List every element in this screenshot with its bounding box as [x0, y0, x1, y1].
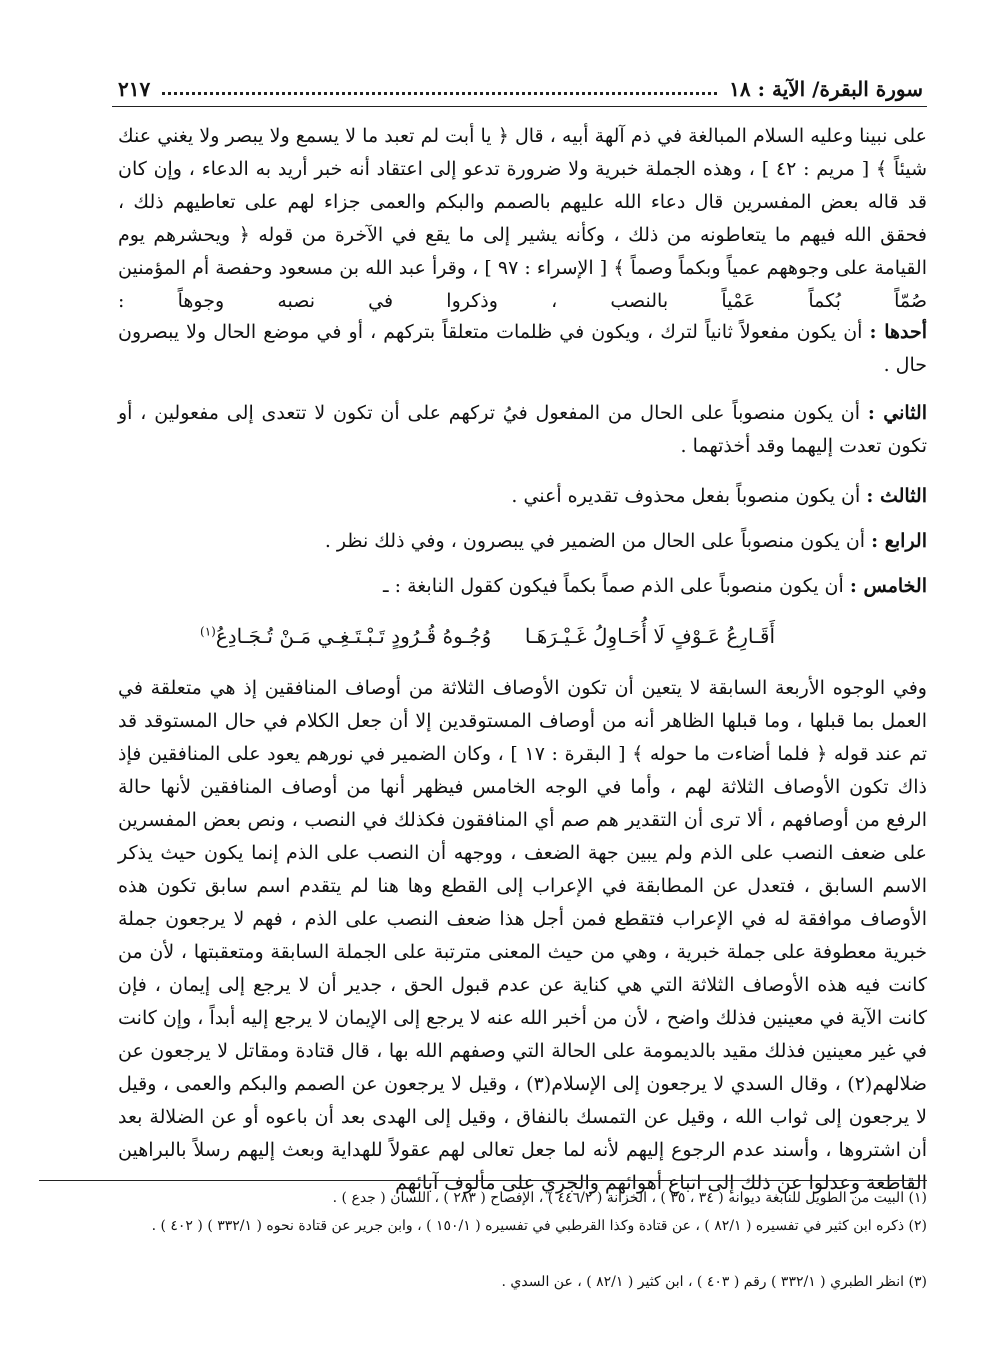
paragraph-second-aspect — [118, 397, 927, 463]
running-header — [118, 74, 923, 104]
paragraph-first-aspect — [118, 316, 927, 382]
verse-second-text: وُجُـوهُ قُـرُودٍ تَـبْـتَـغِـي مَـنْ تُـجَـادِعُ — [215, 624, 492, 648]
footnote-2: (٢) ذكره ابن كثير في تفسيره ( ٨٢/١ ) ، عن قتادة وكذا القرطبي في تفسيره ( ١٥٠/١ ) ، وابن جرير عن قتادة نحوه ( ٣٣٢/١ ) ( ٤٠٢ ) . — [151, 1218, 927, 1234]
fourth-aspect-label: الرابع : — [871, 530, 927, 552]
footnote-1: (١) البيت من الطويل للنابغة ديوانه ( ٣٤ ، ٣٥ ) ، الخزانة ( ٤٤٦/٢ ) ، الإفصاح ( ٢٨٣ ) ، اللسان ( جدع ) . — [332, 1190, 927, 1206]
second-aspect-text: أن يكون منصوباً على الحال من المفعول فيُ تركهم على أن تكون لا تتعدى إلى مفعولين ، أو تكون تعدت إليهما وقد أخذتهما . — [118, 402, 927, 457]
fourth-aspect-text: أن يكون منصوباً على الحال من الضمير في يبصرون ، وفي ذلك نظر . — [324, 530, 866, 552]
paragraph-third-aspect — [118, 480, 927, 513]
paragraph-fourth-aspect — [118, 525, 927, 558]
header-title: سورة البقرة/ الآية : ١٨ — [729, 77, 923, 101]
paragraph-intro: على نبينا وعليه السلام المبالغة في ذم آلهة أبيه ، قال ﴿ يا أبت لم تعبد ما لا يسمع ولا يبصر ولا يغني عنك شيئاً ﴾ [ مريم : ٤٢ ] ، وهذه الجملة خبرية ولا ضرورة تدعو إلى اعتقاد أنه خبر أريد به الدعاء ، وإن كان قد قاله بعض المفسرين قال دعاء الله عليهم بالصمم والبكم والعمى جزاء لهم على تعاطيهم ذلك ، فحقق الله فيهم ما يتعاطونه من ذلك ، وكأنه يشير إلى ما يقع في الآخرة من قوله ﴿ ويحشرهم يوم القيامة على وجوههم عمياً وبكماً وصماً ﴾ [ الإسراء : ٩٧ ] ، وقرأ عبد الله بن مسعود وحفصة أم المؤمنين صُمّاً بُكماً عَمْياً بالنصب ، وذكروا في نصبه وجوهاً : — [118, 125, 927, 312]
first-aspect-text: أن يكون مفعولاً ثانياً لترك ، ويكون في ظلمات متعلقاً بتركهم ، أو في موضع الحال ولا يبصرون حال . — [118, 321, 927, 376]
verse-footnote-ref: (١) — [200, 624, 216, 639]
page-number: ٢١٧ — [118, 77, 151, 101]
header-dot-leader — [162, 92, 717, 95]
fifth-aspect-text: أن يكون منصوباً على الذم صماً بكماً فيكون كقول النابغة : ـ — [383, 575, 844, 597]
paragraph-fifth-aspect — [118, 570, 927, 603]
paragraph-main-discussion: وفي الوجوه الأربعة السابقة لا يتعين أن تكون الأوصاف الثلاثة من أوصاف المنافقين إذ هي متعلقة في العمل بما قبلها ، وما قبلها الظاهر أنه من أوصاف المستوقدين إلا أن جعل الكلام في حال المستوقد قد تم عند قوله ﴿ فلما أضاءت ما حوله ﴾ [ البقرة : ١٧ ] ، وكان الضمير في نورهم يعود على المنافقين فإذ ذاك تكون الأوصاف الثلاثة لهم ، وأما في الوجه الخامس فيظهر أنها من أوصاف المنافقين لأنها حالة الرفع من أوصافهم ، ألا ترى أن التقدير هم صم أي المنافقون فكذلك في النصب ، ونص بعض المفسرين على ضعف النصب على الذم ولم يبين جهة الضعف ، ووجهه أن النصب على الذم إنما يكون حيث يذكر الاسم السابق ، فتعدل عن المطابقة في الإعراب إلى القطع وها هنا لم يتقدم اسم سابق تكون هذه الأوصاف موافقة له في الإعراب فتقطع فمن أجل هذا ضعف النصب على الذم ، فهم لا يرجعون جملة خبرية معطوفة على جملة خبرية ، وهي من حيث المعنى مترتبة على الجملة السابقة ومتعقبتها ، لأن من كانت فيه هذه الأوصاف الثلاثة التي هي كناية عن عدم قبول الحق ، جدير أن لا يرجع إلى إيمان ، فإن كانت الآية في معينين فذلك واضح ، لأن من أخبر الله عنه لا يرجع إلى الإيمان لا يرجع إليه أبداً ، وإن كانت في غير معينين فذلك مقيد بالديمومة على الحالة التي وصفهم الله بها ، قال قتادة ومقاتل لا يرجعون عن ضلالهم(٢) ، وقال السدي لا يرجعون إلى الإسلام(٣) ، وقيل لا يرجعون عن الصمم والبكم والعمى ، وقيل لا يرجعون إلى ثواب الله ، وقيل عن التمسك بالنفاق ، وقيل إلى الهدى بعد أن باعوه أو عن الضلالة بعد أن اشتروها ، وأسند عدم الرجوع إليهم لأنه لما جعل تعالى لهم عقولاً للهداية وبعث إليهم رسلاً بالبراهين القاطعة وعدلوا عن ذلك إلى اتباع أهوائهم والجري على مألوف آبائهم — [118, 677, 928, 1194]
verse-second-hemistich — [200, 624, 491, 648]
footnote-rule — [39, 1180, 927, 1181]
fifth-aspect-label: الخامس : — [849, 575, 927, 597]
third-aspect-label: الثالث : — [866, 485, 927, 507]
second-aspect-label: الثاني : — [867, 402, 928, 424]
first-aspect-label: أحدها : — [869, 321, 927, 343]
footnote-3: (٣) انظر الطبري ( ٣٣٢/١ ) رقم ( ٤٠٣ ) ، ابن كثير ( ٨٢/١ ) ، عن السدي . — [501, 1274, 927, 1290]
verse-first-hemistich: أَقَـارِعُ عَـوْفٍ لَا أُحَـاوِلُ غَـيْـرَهَـا — [524, 624, 775, 648]
header-rule — [112, 106, 927, 107]
third-aspect-text: أن يكون منصوباً بفعل محذوف تقديره أعني . — [511, 485, 861, 507]
poetry-verse — [200, 616, 775, 656]
